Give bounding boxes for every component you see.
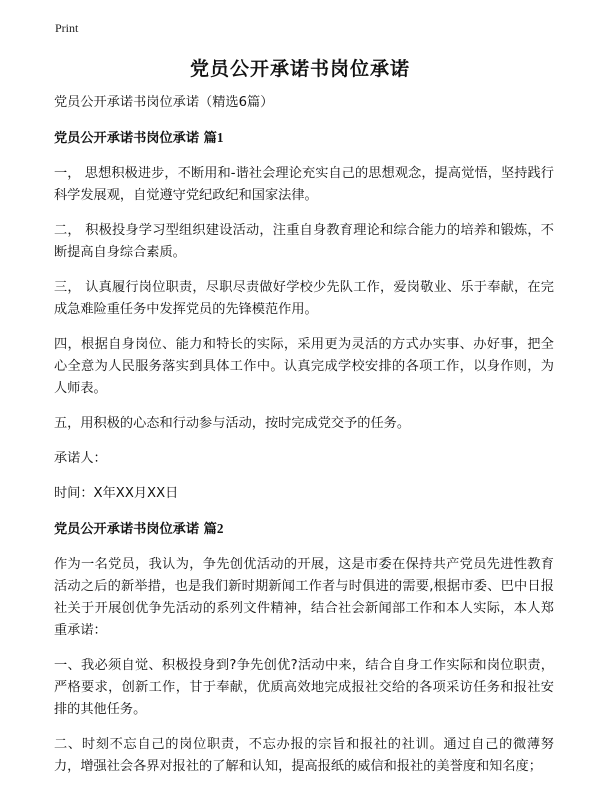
section-heading-text: 党员公开承诺书岗位承诺 篇 xyxy=(54,522,217,537)
document-body xyxy=(54,92,554,791)
paragraph: 二、时刻不忘自己的岗位职责，不忘办报的宗旨和报社的社训。通过自己的微薄努力，增强社会各界对报社的了解和认知，提高报纸的威信和报社的美誉度和知名度； xyxy=(54,737,554,774)
document-title: 党员公开承诺书岗位承诺 xyxy=(189,58,410,80)
paragraph: 五，用积极的心态和行动参与活动，按时完成党交予的任务。 xyxy=(54,416,411,431)
signer-line: 承诺人： xyxy=(54,451,107,466)
date-line: 时间：X年XX月XX日 xyxy=(54,486,179,501)
paragraph: 四，根据自身岗位、能力和特长的实际，采用更为灵活的方式办实事、办好事，把全心全意为人民服务落实到具体工作中。认真完成学校安排的各项工作，以身作则，为人师表。 xyxy=(54,337,554,396)
document-subtitle: 党员公开承诺书岗位承诺（精选6篇） xyxy=(54,95,274,110)
section-heading-number: 2 xyxy=(216,521,224,536)
paragraph: 三， 认真履行岗位职责，尽职尽责做好学校少先队工作，爱岗敬业、乐于奉献，在完成急难险重任务中发挥党员的先锋模范作用。 xyxy=(54,280,554,317)
paragraph: 作为一名党员，我认为，争先创优活动的开展，这是市委在保持共产党员先进性教育活动之后的新举措，也是我们新时期新闻工作者与时俱进的需要,根据市委、巴中日报社关于开展创优争先活动的系列文件精神，结合社会新闻部工作和本人实际，本人郑重承诺： xyxy=(54,557,554,638)
section-heading-1 xyxy=(54,127,554,150)
print-label: Print xyxy=(55,21,79,35)
section-heading-2 xyxy=(54,518,554,541)
section-heading-text: 党员公开承诺书岗位承诺 篇 xyxy=(54,131,217,146)
paragraph: 一， 思想积极进步，不断用和-谐社会理论充实自己的思想观念，提高觉悟，坚持践行科学发展观，自觉遵守党纪政纪和国家法律。 xyxy=(54,166,554,203)
section-heading-number: 1 xyxy=(216,130,224,145)
paragraph: 一、我必须自觉、积极投身到?争先创优?活动中来，结合自身工作实际和岗位职责，严格要求，创新工作，甘于奉献，优质高效地完成报社交给的各项采访任务和报社安排的其他任务。 xyxy=(54,658,554,717)
paragraph: 二， 积极投身学习型组织建设活动，注重自身教育理论和综合能力的培养和锻炼，不断提高自身综合素质。 xyxy=(54,223,554,260)
